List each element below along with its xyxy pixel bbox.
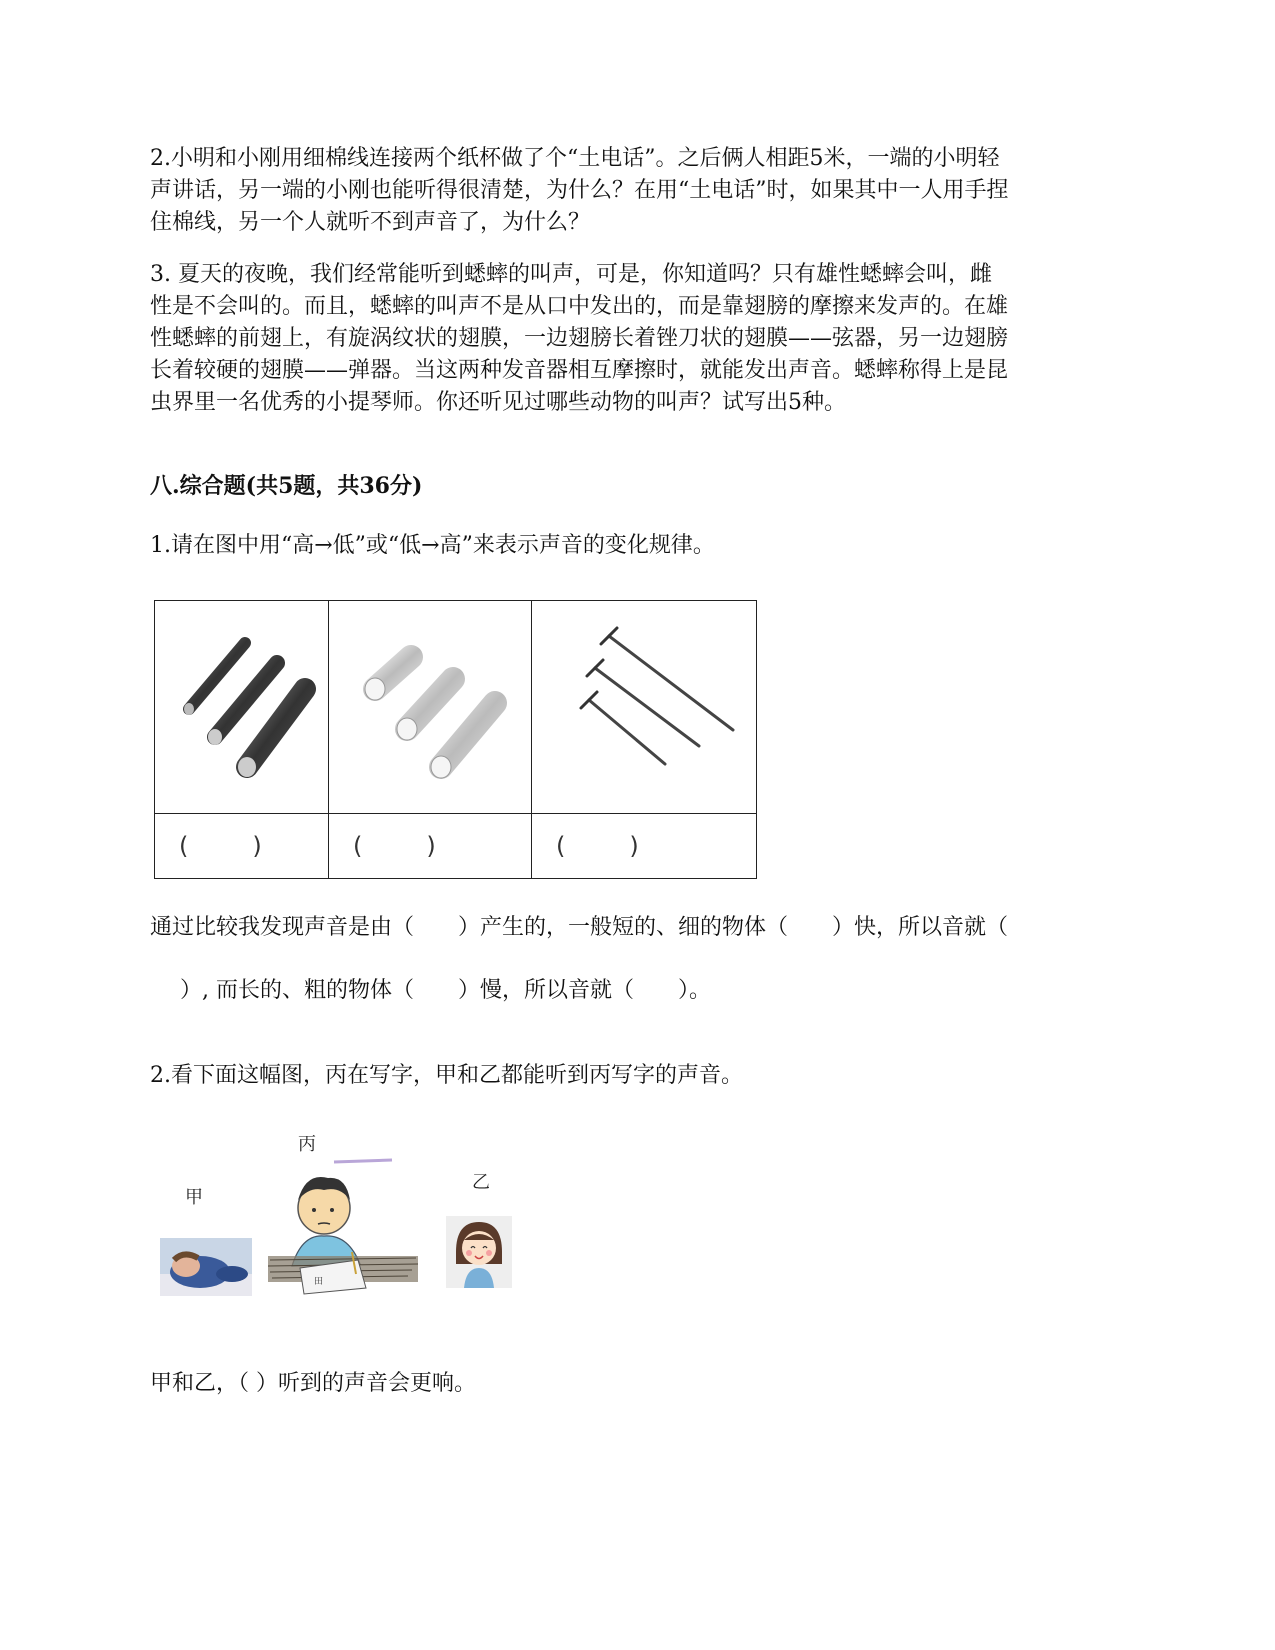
light-tubes-cell [329,601,532,814]
answer-blank-1[interactable] [155,814,329,879]
close-paren: ) [426,832,436,860]
boy-writing-image [262,1156,427,1301]
dark-metal-tubes-image [167,627,317,787]
question-line: 住棉线，另一个人就听不到声音了，为什么？ [150,210,591,235]
label-bing: 丙 [298,1134,316,1155]
question-line: 声讲话，另一端的小刚也能听得很清楚，为什么？在用“土电话”时，如果其中一人用手捏 [150,178,1009,203]
question-line: 虫界里一名优秀的小提琴师。你还听见过哪些动物的叫声？试写出5种。 [150,390,846,415]
s8-question-1-prompt: 1.请在图中用“高→低”或“低→高”来表示声音的变化规律。 [150,533,715,558]
answer-blank-3[interactable] [532,814,757,879]
open-paren: ( [353,832,363,860]
question-2-tin-can-phone [150,143,1125,239]
close-paren: ) [252,832,262,860]
dark-tubes-cell [155,601,329,814]
section-8-heading: 八.综合题(共5题，共36分) [150,473,423,499]
fill-in-line-2: ）, 而长的、粗的物体（ ）慢，所以音就（ ）。 [158,978,711,1003]
question-line: 3. 夏天的夜晚，我们经常能听到蟋蟀的叫声，可是，你知道吗？只有雄性蟋蟀会叫，雌 [150,262,992,287]
open-paren: ( [556,832,566,860]
smiling-girl-image [446,1216,512,1288]
question-line: 性蟋蟀的前翅上，有旋涡纹状的翅膜，一边翅膀长着锉刀状的翅膜——弦器，另一边翅膀 [150,326,1009,351]
light-pipes-image [345,627,515,787]
sleeping-person-image [160,1238,252,1296]
open-paren: ( [179,832,189,860]
s8-question-2-answer-line: 甲和乙，（ ）听到的声音会更响。 [150,1371,476,1396]
question-line: 性是不会叫的。而且，蟋蟀的叫声不是从口中发出的，而是靠翅膀的摩擦来发声的。在雄 [150,294,1009,319]
nails-cell [532,601,757,814]
question-line: 2.小明和小刚用细棉线连接两个纸杯做了个“土电话”。之后俩人相距5米，一端的小明轻 [150,146,1000,171]
question-3-cricket [150,259,1125,419]
pitch-comparison-table [154,600,757,879]
label-yi: 乙 [472,1172,490,1193]
answer-blank-2[interactable] [329,814,532,879]
svg-text:田: 田 [314,1277,324,1287]
fill-in-line-1: 通过比较我发现声音是由（ ）产生的，一般短的、细的物体（ ）快，所以音就（ [150,915,1009,940]
s8-question-2-prompt: 2.看下面这幅图，丙在写字，甲和乙都能听到丙写字的声音。 [150,1063,743,1088]
label-jia: 甲 [185,1187,203,1208]
close-paren: ) [629,832,639,860]
iron-nails-image [549,622,739,792]
question-line: 长着较硬的翅膜——弹器。当这两种发音器相互摩擦时，就能发出声音。蟋蟀称得上是昆 [150,358,1009,383]
